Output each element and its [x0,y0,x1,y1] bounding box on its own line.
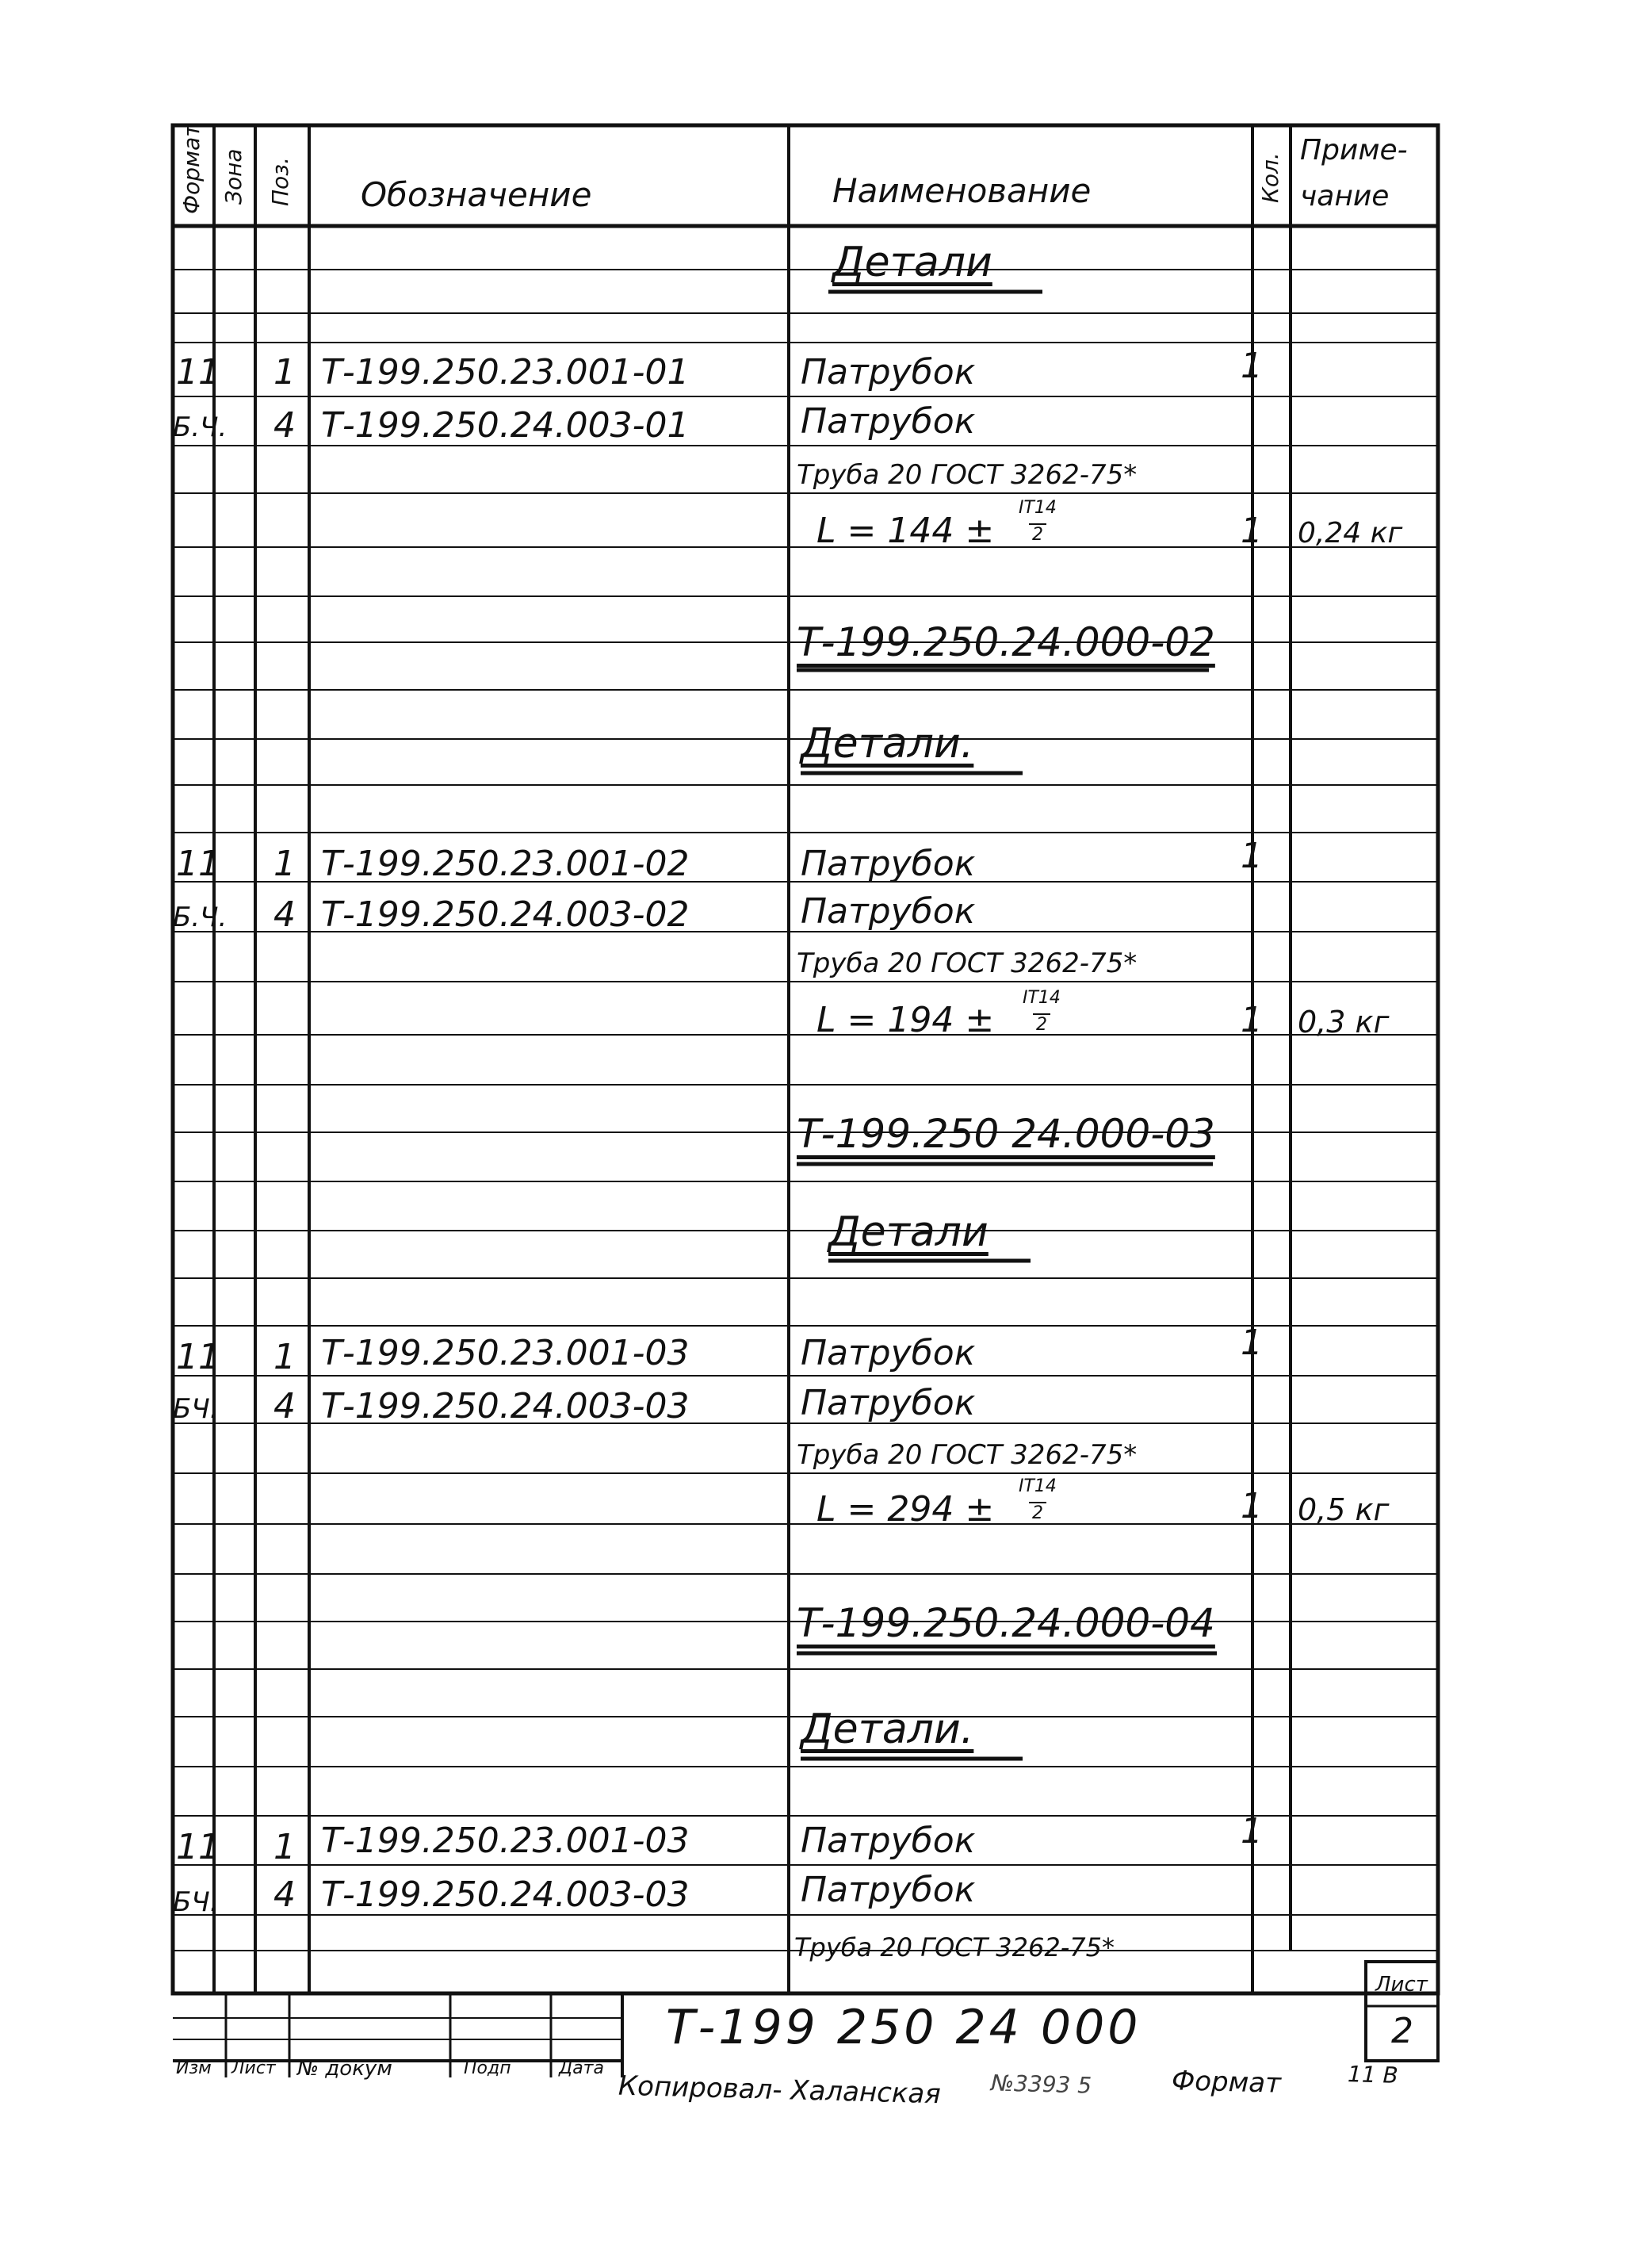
copied-extra: №3393 5 [990,2070,1092,2099]
row-position: 1 [273,844,296,884]
row-quantity: 1 [1241,346,1263,386]
mass: 0,3 кг [1298,1005,1390,1040]
length: L = 144 ± [816,511,995,551]
section-title: Детали [828,1208,989,1256]
row-designation: Т-199.250.24.003-01 [321,405,690,446]
section-title: Детали. [801,1706,974,1753]
row-name: Патрубок [801,401,976,442]
row-designation: Т-199.250.23.001-01 [321,352,690,392]
row-designation: Т-199.250.23.001-03 [321,1333,690,1373]
section-title: Детали. [801,720,974,768]
row-format: 11 [176,1827,220,1867]
row-format: БЧ. [173,1886,219,1918]
row-format: Б.Ч. [173,412,228,443]
material: Труба 20 ГОСТ 3262-75* [794,1932,1115,1962]
row-format: БЧ. [173,1393,219,1425]
tolerance-denominator: 2 [1029,1502,1046,1522]
header-zone: Зона [220,148,247,205]
length: L = 194 ± [816,1000,995,1040]
format-label: Формат [1171,2065,1282,2100]
row-name: Патрубок [801,1870,976,1910]
copied-by: Копировал- Халанская [618,2070,942,2111]
sheet-number: 2 [1391,2011,1413,2051]
material: Труба 20 ГОСТ 3262-75* [797,459,1138,491]
row-designation: Т-199.250.24.003-03 [321,1874,690,1915]
material: Труба 20 ГОСТ 3262-75* [797,1439,1138,1471]
col-signature: Подп [464,2058,511,2078]
assembly-reference: Т-199.250.24.000-04 [797,1600,1215,1646]
row-name: Патрубок [801,1383,976,1423]
row-position: 1 [273,1827,296,1867]
row-position: 4 [273,1386,296,1426]
row-name: Патрубок [801,844,976,884]
document-code: Т-199 250 24 000 [666,2000,1141,2055]
row-name: Патрубок [801,1821,976,1861]
col-date: Дата [559,2058,604,2078]
col-sheet: Лист [231,2058,276,2078]
header-quantity: Кол. [1257,152,1283,203]
row-position: 4 [273,894,296,935]
mass: 0,24 кг [1298,517,1403,549]
tolerance-numerator: IT14 [1019,498,1057,518]
length-quantity: 1 [1241,511,1263,551]
assembly-reference: Т-199.250.24.000-02 [797,619,1215,665]
row-designation: Т-199.250.24.003-03 [321,1386,690,1426]
row-quantity: 1 [1241,1811,1263,1851]
row-format: 11 [176,844,220,884]
length: L = 294 ± [816,1489,995,1530]
row-format: 11 [176,1337,220,1377]
material: Труба 20 ГОСТ 3262-75* [797,948,1138,979]
row-designation: Т-199.250.23.001-02 [321,844,690,884]
header-note-line1: Приме- [1300,134,1408,167]
length-quantity: 1 [1241,1486,1263,1526]
format-value: 11 В [1347,2061,1399,2089]
header-note-line2: чание [1300,180,1390,213]
tolerance-numerator: IT14 [1019,1476,1057,1496]
header-position: Поз. [267,157,293,206]
row-quantity: 1 [1241,836,1263,876]
row-format: Б.Ч. [173,902,228,933]
assembly-reference: Т-199.250 24.000-03 [797,1111,1215,1157]
row-name: Патрубок [801,891,976,932]
sheet-label: Лист [1375,1973,1428,1997]
row-format: 11 [176,352,220,392]
row-quantity: 1 [1241,1323,1263,1363]
row-name: Патрубок [801,1333,976,1373]
row-designation: Т-199.250.23.001-03 [321,1821,690,1861]
header-format: Формат [178,124,205,214]
row-name: Патрубок [801,352,976,392]
row-position: 1 [273,352,296,392]
tolerance-numerator: IT14 [1023,988,1061,1008]
length-quantity: 1 [1241,1000,1263,1040]
tolerance-denominator: 2 [1029,523,1046,544]
col-document-number: № докум [297,2057,392,2081]
tolerance-denominator: 2 [1033,1013,1050,1034]
header-designation: Обозначение [361,175,592,214]
mass: 0,5 кг [1298,1492,1390,1527]
row-position: 4 [273,1874,296,1915]
row-position: 1 [273,1337,296,1377]
row-designation: Т-199.250.24.003-02 [321,894,690,935]
section-title: Детали [832,239,992,286]
col-change: Изм [176,2058,212,2078]
header-name: Наименование [832,171,1092,210]
row-position: 4 [273,405,296,446]
